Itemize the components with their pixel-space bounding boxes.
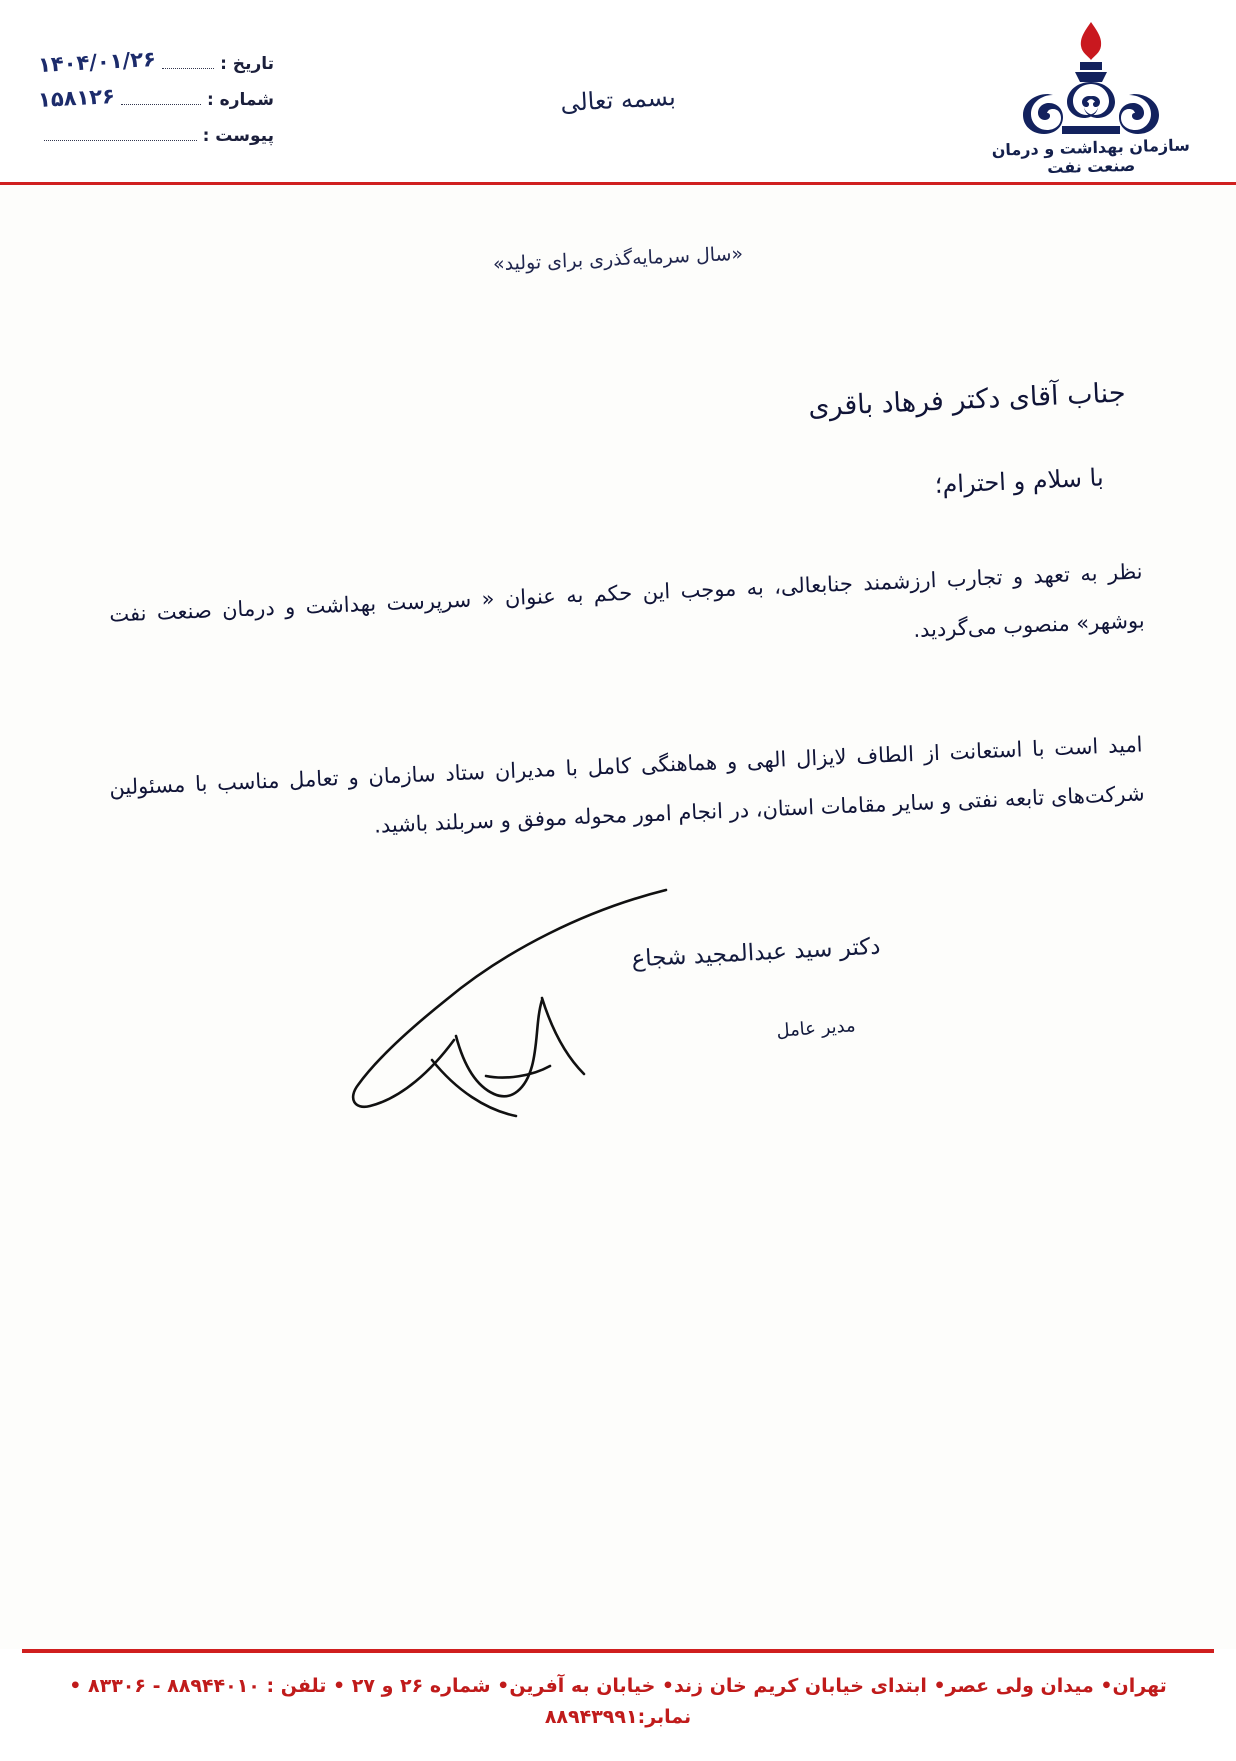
letter-body [108,377,1146,888]
besmeh-taala: بسمه تعالی [559,82,677,118]
meta-label-number: شماره : [206,90,274,110]
meta-row-date [37,38,278,78]
footer-address-line: تهران• میدان ولی عصر• ابتدای خیابان کریم خان زند• خیابان به آفرین• شماره ۲۶ و ۲۷ • تلفن : ۸۸۹۴۴۰۱۰ - ۸۳۳۰۶ • نمابر:۸۸۹۴۳۹۹۱ [69,1675,1167,1729]
meta-dots [121,103,201,105]
meta-label-date: تاریخ : [220,54,274,74]
signatory-title: مدیر عامل [775,1015,857,1042]
letter-footer [0,1649,1236,1761]
letter-header [0,0,1236,185]
footer-divider [22,1649,1214,1653]
organization-name: سازمان بهداشت و درمان صنعت نفت [991,135,1191,178]
signature-block [576,933,936,1042]
letter-paragraph-one: نظر به تعهد و تجارب ارزشمند جنابعالی، به موجب این حکم به عنوان « سرپرست بهداشت و درمان صنعت نفت بوشهر» منصوب می‌گردید. [108,559,1146,643]
meta-value-date: ۱۴۰۴/۰۱/۲۶ [37,46,157,78]
letter-paragraph-two: امید است با استعانت از الطاف لایزال الهی و هماهنگی کامل با مدیران ستاد سازمان و تعامل مناسب با مسئولین شرکت‌های تابعه نفتی و سایر مقامات استان، در انجام امور محوله موفق و سربلند باشید. [108,732,1146,838]
year-slogan: «سال سرمایه‌گذری برای تولید» [492,242,744,276]
meta-label-attachment: پیوست : [202,126,274,146]
organization-logo-zone [976,18,1206,176]
letter-salutation: جناب آقای دکتر فرهاد باقری [807,377,1127,423]
letter-greeting: با سلام و احترام؛ [934,463,1105,500]
meta-dots [162,67,214,69]
signatory-name: دکتر سید عبدالمجید شجاع [630,933,882,973]
meta-row-number [38,74,278,110]
nioc-flame-logo-icon [976,18,1206,136]
meta-value-number: ۱۵۸۱۲۶ [37,84,116,112]
